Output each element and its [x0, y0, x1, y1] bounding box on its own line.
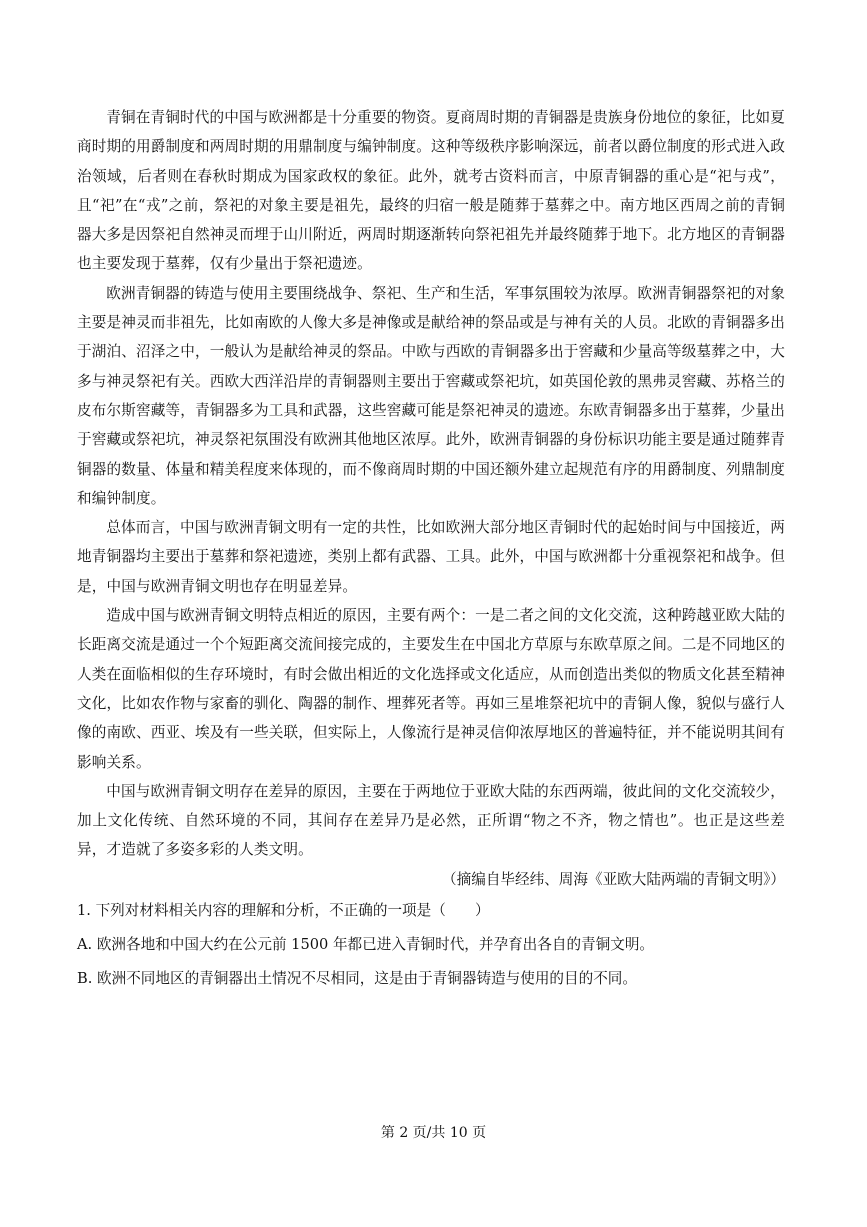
- passage-source-citation: （摘编自毕经纬、周海《亚欧大陆两端的青铜文明》）: [442, 870, 785, 888]
- document-body: [77, 103, 785, 996]
- passage-paragraph-1: 青铜在青铜时代的中国与欧洲都是十分重要的物资。夏商周时期的青铜器是贵族身份地位的象征，比如夏商时期的用爵制度和两周时期的用鼎制度与编钟制度。这种等级秩序影响深远，前者以爵位制度的形式进入政治领域，后者则在春秋时期成为国家政权的象征。此外，就考古资料而言，中原青铜器的重心是“祀与戎”，且“祀”在“戎”之前，祭祀的对象主要是祖先，最终的归宿一般是随葬于墓葬之中。南方地区西周之前的青铜器大多是因祭祀自然神灵而埋于山川附近，两周时期逐渐转向祭祀祖先并最终随葬于地下。北方地区的青铜器也主要发现于墓葬，仅有少量出于祭祀遗迹。: [77, 109, 785, 273]
- passage-paragraph-2: 欧洲青铜器的铸造与使用主要围绕战争、祭祀、生产和生活，军事氛围较为浓厚。欧洲青铜器祭祀的对象主要是神灵而非祖先，比如南欧的人像大多是神像或是献给神的祭品或是与神有关的人员。北欧的青铜器多出于湖泊、沼泽之中，一般认为是献给神灵的祭品。中欧与西欧的青铜器多出于窖藏和少量高等级墓葬之中，大多与神灵祭祀有关。西欧大西洋沿岸的青铜器则主要出于窖藏或祭祀坑，如英国伦敦的黑弗灵窖藏、苏格兰的皮布尔斯窖藏等，青铜器多为工具和武器，这些窖藏可能是祭祀神灵的遗迹。东欧青铜器多出于墓葬，少量出于窖藏或祭祀坑，神灵祭祀氛围没有欧洲其他地区浓厚。此外，欧洲青铜器的身份标识功能主要是通过随葬青铜器的数量、体量和精美程度来体现的，而不像商周时期的中国还额外建立起规范有序的用爵制度、列鼎制度和编钟制度。: [77, 284, 785, 507]
- passage-paragraph-3: 总体而言，中国与欧洲青铜文明有一定的共性，比如欧洲大部分地区青铜时代的起始时间与中国接近，两地青铜器均主要出于墓葬和祭祀遗迹，类别上都有武器、工具。此外，中国与欧洲都十分重视祭祀和战争。但是，中国与欧洲青铜文明也存在明显差异。: [77, 519, 785, 595]
- question-option-b: B. 欧洲不同地区的青铜器出土情况不尽相同，这是由于青铜器铸造与使用的目的不同。: [77, 970, 637, 988]
- passage-paragraph-5: 中国与欧洲青铜文明存在差异的原因，主要在于两地位于亚欧大陆的东西两端，彼此间的文化交流较少，加上文化传统、自然环境的不同，其间存在差异乃是必然，正所谓“物之不齐，物之情也”。也正是这些差异，才造就了多姿多彩的人类文明。: [77, 782, 785, 859]
- passage-paragraph-4: 造成中国与欧洲青铜文明特点相近的原因，主要有两个：一是二者之间的文化交流，这种跨越亚欧大陆的长距离交流是通过一个个短距离交流间接完成的，主要发生在中国北方草原与东欧草原之间。二是不同地区的人类在面临相似的生存环境时，有时会做出相近的文化选择或文化适应，从而创造出类似的物质文化甚至精神文化，比如农作物与家畜的驯化、陶器的制作、埋葬死者等。再如三星堆祭祀坑中的青铜人像，貌似与盛行人像的南欧、西亚、埃及有一些关联，但实际上，人像流行是神灵信仰浓厚地区的普遍特征，并不能说明其间有影响关系。: [77, 607, 785, 771]
- question-option-a: A. 欧洲各地和中国大约在公元前 1500 年都已进入青铜时代，并孕育出各自的青铜文明。: [77, 936, 655, 954]
- question-stem: 1. 下列对材料相关内容的理解和分析，不正确的一项是（ ）: [77, 902, 490, 920]
- page-footer: 第 2 页/共 10 页: [380, 1125, 487, 1141]
